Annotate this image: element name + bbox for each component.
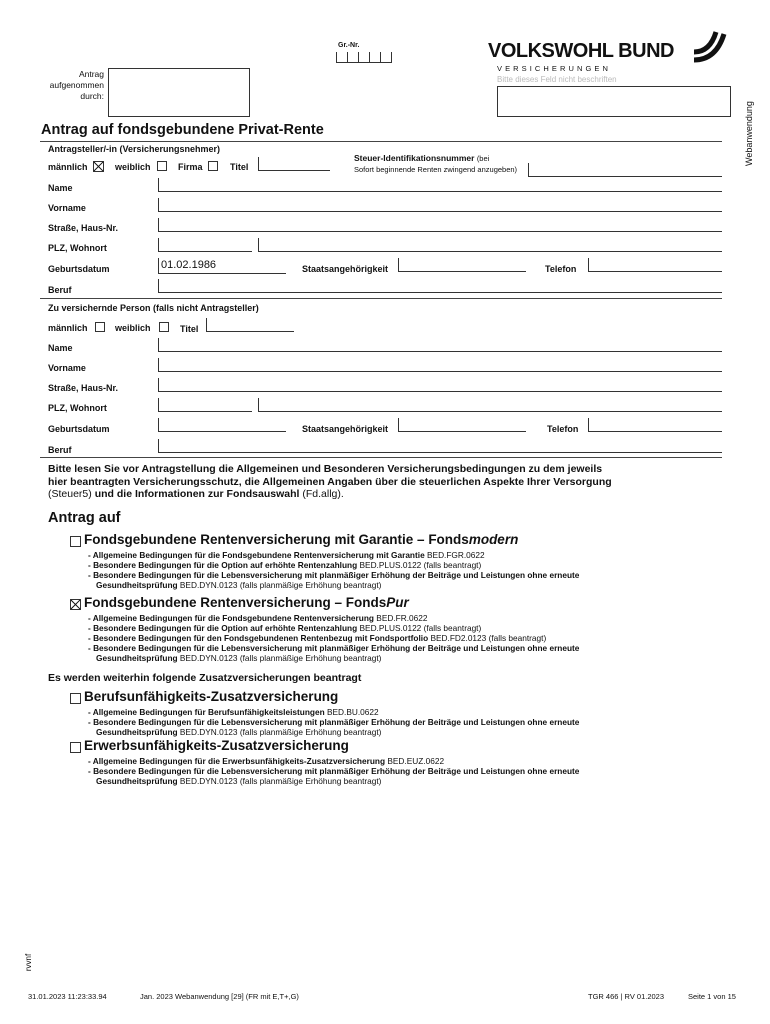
footer-version: Jan. 2023 Webanwendung [29] (FR mit E,T+,G): [140, 992, 299, 1001]
insured-staatsangehoerigkeit-label: Staatsangehörigkeit: [302, 424, 389, 434]
applicant-beruf-label: Beruf: [48, 285, 72, 295]
applicant-geburtsdatum-input[interactable]: [158, 258, 286, 274]
footer-page: Seite 1 von 15: [688, 992, 736, 1001]
applicant-tax-id-input[interactable]: [528, 163, 722, 177]
applicant-titel-input[interactable]: [258, 157, 330, 171]
insured-female-checkbox[interactable]: [159, 322, 169, 332]
office-use-field: [497, 86, 731, 117]
insured-male-checkbox[interactable]: [95, 322, 105, 332]
applicant-female-checkbox[interactable]: [157, 161, 167, 171]
applicant-vorname-label: Vorname: [48, 203, 86, 213]
insured-wohnort-input[interactable]: [258, 398, 722, 412]
gr-nr-field[interactable]: [336, 52, 392, 63]
insured-name-label: Name: [48, 343, 73, 353]
divider: [40, 141, 722, 142]
applicant-strasse-label: Straße, Haus-Nr.: [48, 223, 119, 233]
divider: [40, 457, 722, 458]
insured-name-input[interactable]: [158, 338, 722, 352]
insured-vorname-input[interactable]: [158, 358, 722, 372]
page-title: Antrag auf fondsgebundene Privat-Rente: [41, 122, 324, 138]
zusatz-bu-title: Berufsunfähigkeits-Zusatzversicherung: [84, 689, 339, 704]
antrag-aufgenommen-label: Antrag aufgenommen durch:: [49, 69, 104, 101]
logo-subtitle: V E R S I C H E R U N G E N: [497, 64, 609, 73]
insured-beruf-label: Beruf: [48, 445, 72, 455]
insured-section-title: Zu versichernde Person (falls nicht Antragsteller): [48, 303, 259, 313]
applicant-geburtsdatum-value: 01.02.1986: [161, 259, 217, 271]
product-fondspur-title: Fondsgebundene Rentenversicherung – FondsPur: [84, 595, 409, 610]
product-fondspur-conditions: - Allgemeine Bedingungen für die Fondsgebundene Rentenversicherung BED.FR.0622 - Besondere Bedingungen für die Option auf erhöhte Rentenzahlung BED.PLUS.0122 (falls beantragt) - Besondere Bedingungen für den Fondsgebundenen Rentenbezug mit Fondsportfolio BED.FD2.0123 (falls beantragt) - Besondere Bedingungen für die Lebensversicherung mit planmäßiger Erhöhung der Beiträge und Leistungen ohne erneute Gesundheitsprüfung BED.DYN.0123 (falls planmäßige Erhöhung beantragt): [88, 613, 580, 663]
insured-male-label: männlich: [48, 323, 88, 333]
applicant-plz-input[interactable]: [158, 238, 252, 252]
insured-vorname-label: Vorname: [48, 363, 86, 373]
applicant-firma-checkbox[interactable]: [208, 161, 218, 171]
side-code: rvvnf: [24, 953, 34, 972]
product-fondsmodern-conditions: - Allgemeine Bedingungen für die Fondsgebundene Rentenversicherung mit Garantie BED.FGR.0622 - Besondere Bedingungen für die Option auf erhöhte Rentenzahlung BED.PLUS.0122 (falls beantragt) - Besondere Bedingungen für die Lebensversicherung mit planmäßiger Erhöhung der Beiträge und Leistungen ohne erneute Gesundheitsprüfung BED.DYN.0123 (falls planmäßige Erhöhung beantragt): [88, 550, 580, 590]
webanwendung-side-text: Webanwendung: [744, 101, 754, 166]
logo-text: VOLKSWOHL BUND: [488, 40, 674, 62]
insured-strasse-input[interactable]: [158, 378, 722, 392]
insured-beruf-input[interactable]: [158, 439, 722, 453]
applicant-name-label: Name: [48, 183, 73, 193]
zusatz-euz-conditions: - Allgemeine Bedingungen für die Erwerbsunfähigkeits-Zusatzversicherung BED.EUZ.0622 - Besondere Bedingungen für die Lebensversicherung mit planmäßiger Erhöhung der Beiträge und Leistungen ohne erneute Gesundheitsprüfung BED.DYN.0123 (falls planmäßige Erhöhung beantragt): [88, 756, 580, 786]
applicant-vorname-input[interactable]: [158, 198, 722, 212]
applicant-telefon-label: Telefon: [545, 264, 577, 274]
zusatz-euz-title: Erwerbsunfähigkeits-Zusatzversicherung: [84, 738, 349, 753]
divider: [40, 298, 722, 299]
applicant-section-title: Antragsteller/-in (Versicherungsnehmer): [48, 144, 221, 154]
applicant-male-checkbox[interactable]: [93, 161, 104, 172]
logo-swoosh-icon: [690, 30, 730, 66]
applicant-name-input[interactable]: [158, 178, 722, 192]
insured-telefon-input[interactable]: [588, 418, 722, 432]
notice-text: Bitte lesen Sie vor Antragstellung die Allgemeinen und Besonderen Versicherungsbedingungen zu dem jeweils hier beantragten Versicherungsschutz, die Allgemeinen Angaben über die steuerlichen Aspekte Ihrer Versorgung (Steuer5) und die Informationen zur Fondsauswahl (Fd.allg).: [48, 463, 612, 500]
zusatz-euz-checkbox[interactable]: [70, 742, 81, 753]
product-fondsmodern-checkbox[interactable]: [70, 536, 81, 547]
applicant-wohnort-input[interactable]: [258, 238, 722, 252]
no-write-note: Bitte dieses Feld nicht beschriften: [497, 75, 617, 84]
insured-female-label: weiblich: [115, 323, 151, 333]
applicant-tax-id-label: Steuer-Identifikationsnummer (bei Sofort beginnende Renten zwingend anzugeben): [354, 153, 518, 174]
insured-staatsangehoerigkeit-input[interactable]: [398, 418, 526, 432]
applicant-titel-label: Titel: [230, 162, 249, 172]
insured-titel-label: Titel: [180, 324, 199, 334]
applicant-male-label: männlich: [48, 162, 88, 172]
applicant-plz-label: PLZ, Wohnort: [48, 243, 107, 253]
applicant-telefon-input[interactable]: [588, 258, 722, 272]
zusatz-bu-checkbox[interactable]: [70, 693, 81, 704]
gr-nr-label: Gr.-Nr.: [338, 42, 360, 49]
zusatz-bu-conditions: - Allgemeine Bedingungen für Berufsunfähigkeitsleistungen BED.BU.0622 - Besondere Bedingungen für die Lebensversicherung mit planmäßiger Erhöhung der Beiträge und Leistungen ohne erneute Gesundheitsprüfung BED.DYN.0123 (falls planmäßige Erhöhung beantragt): [88, 707, 580, 737]
applicant-geburtsdatum-label: Geburtsdatum: [48, 264, 110, 274]
insured-strasse-label: Straße, Haus-Nr.: [48, 383, 119, 393]
product-fondspur-checkbox[interactable]: [70, 599, 81, 610]
footer-timestamp: 31.01.2023 11:23:33.94: [28, 992, 107, 1001]
applicant-female-label: weiblich: [115, 162, 151, 172]
footer-form-code: TGR 466 | RV 01.2023: [588, 992, 665, 1001]
antrag-aufgenommen-field[interactable]: [108, 68, 250, 117]
product-fondsmodern-title: Fondsgebundene Rentenversicherung mit Garantie – Fondsmodern: [84, 532, 519, 547]
applicant-beruf-input[interactable]: [158, 279, 722, 293]
insured-geburtsdatum-label: Geburtsdatum: [48, 424, 110, 434]
applicant-staatsangehoerigkeit-label: Staatsangehörigkeit: [302, 264, 389, 274]
insured-telefon-label: Telefon: [547, 424, 579, 434]
applicant-staatsangehoerigkeit-input[interactable]: [398, 258, 526, 272]
antrag-auf-heading: Antrag auf: [48, 510, 121, 526]
insured-plz-label: PLZ, Wohnort: [48, 403, 107, 413]
insured-plz-input[interactable]: [158, 398, 252, 412]
insured-titel-input[interactable]: [206, 318, 294, 332]
zusatz-heading: Es werden weiterhin folgende Zusatzversicherungen beantragt: [48, 672, 362, 684]
applicant-firma-label: Firma: [178, 162, 203, 172]
applicant-strasse-input[interactable]: [158, 218, 722, 232]
insured-geburtsdatum-input[interactable]: [158, 418, 286, 432]
